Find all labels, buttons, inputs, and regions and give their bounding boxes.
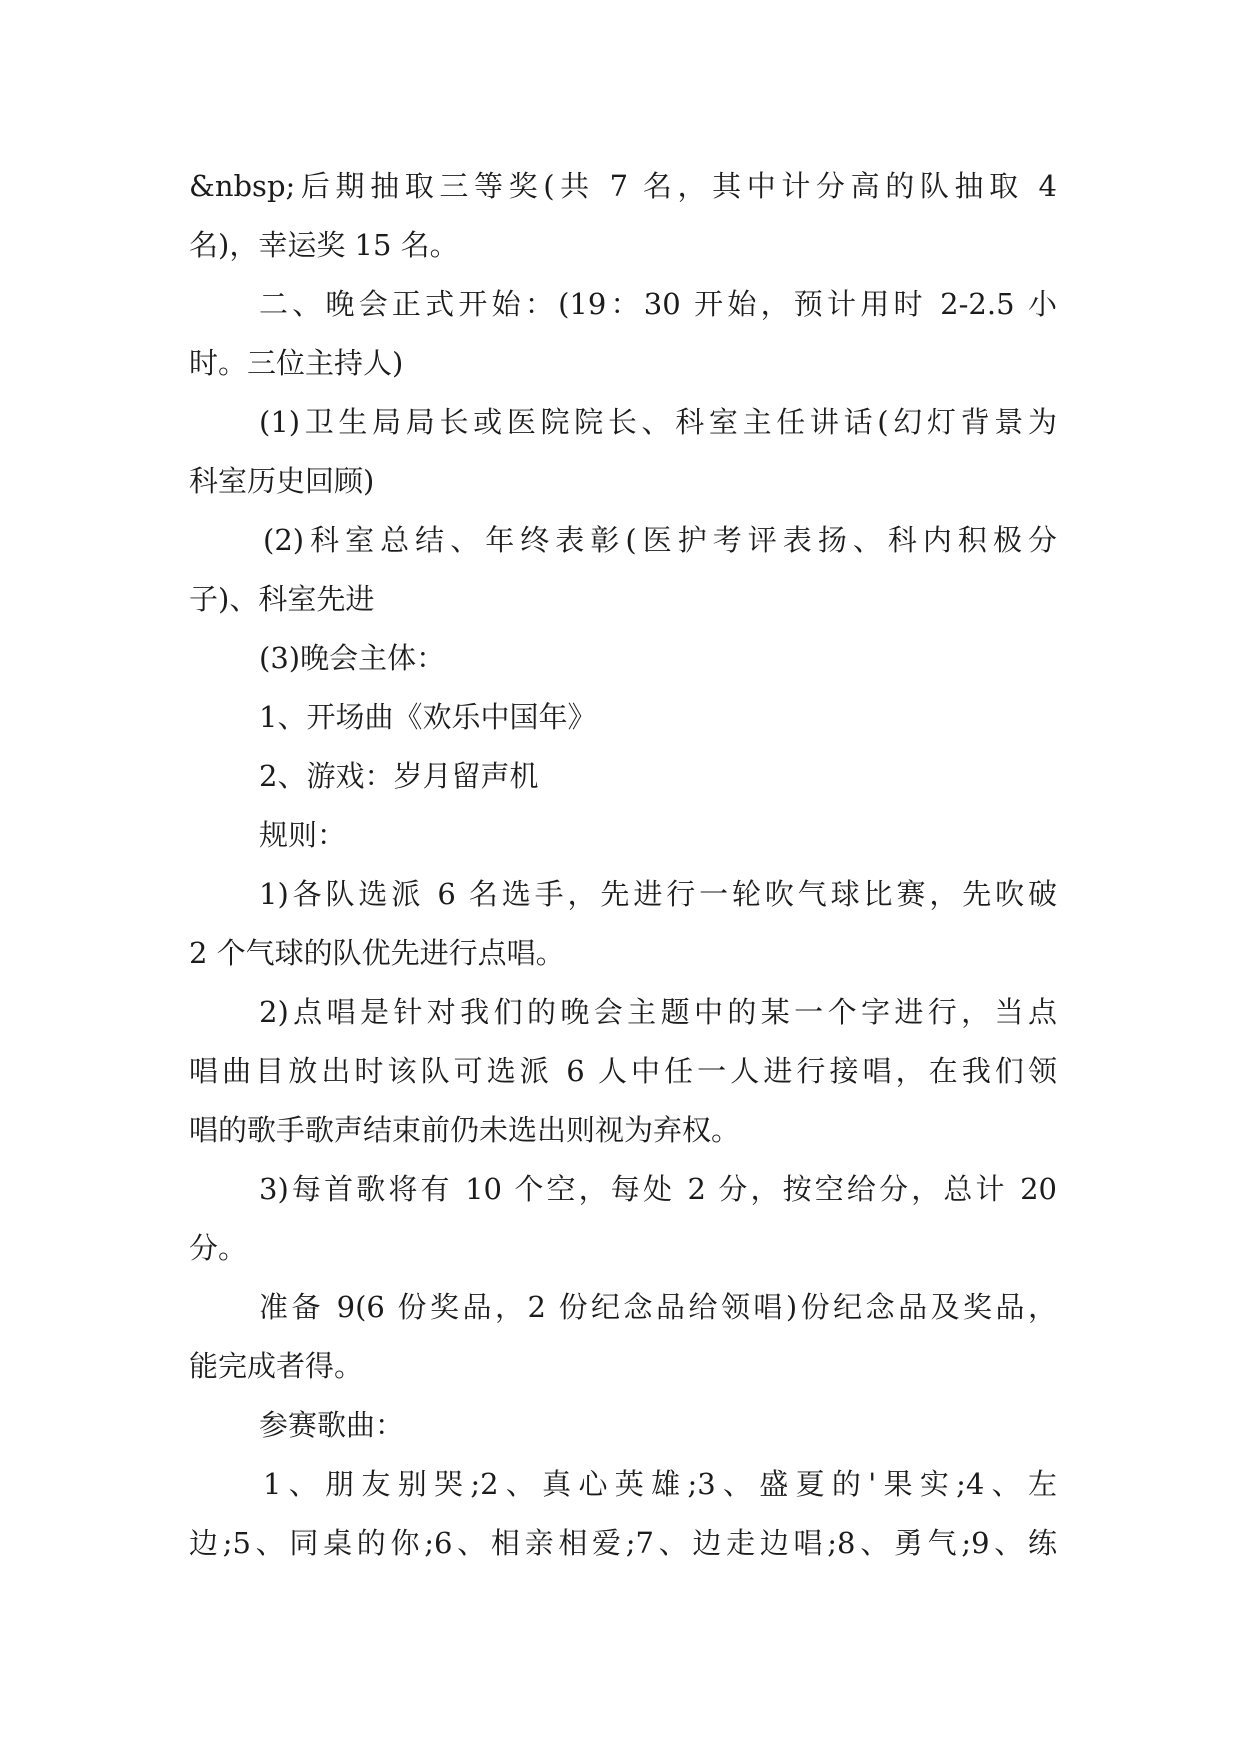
paragraph-section-two-heading bbox=[189, 275, 1057, 393]
text-line: 3)每首歌将有 10 个空，每处 2 分，按空给分，总计 20 bbox=[259, 1172, 1057, 1206]
paragraph-opening-song bbox=[189, 688, 1057, 747]
text-line: 1)各队选派 6 名选手，先进行一轮吹气球比赛，先吹破 bbox=[259, 877, 1057, 911]
text-line: 2、游戏：岁月留声机 bbox=[259, 759, 539, 793]
text-line: 二、晚会正式开始：(19：30 开始，预计用时 2-2.5 小 bbox=[259, 287, 1057, 321]
text-line: 子)、科室先进 bbox=[189, 582, 375, 616]
paragraph-item-1 bbox=[189, 393, 1057, 511]
body-text bbox=[189, 157, 1057, 1573]
text-line: 规则： bbox=[259, 818, 347, 852]
text-line: &nbsp;后期抽取三等奖(共 7 名，其中计分高的队抽取 4 bbox=[189, 169, 1057, 203]
text-line: 参赛歌曲： bbox=[259, 1408, 405, 1442]
paragraph-prizes bbox=[189, 1278, 1057, 1396]
paragraph-item-2 bbox=[189, 511, 1057, 629]
text-line: 唱的歌手歌声结束前仍未选出则视为弃权。 bbox=[189, 1113, 741, 1147]
text-line: 科室历史回顾) bbox=[189, 464, 375, 498]
paragraph-item-3 bbox=[189, 629, 1057, 688]
text-line: 2 个气球的队优先进行点唱。 bbox=[189, 936, 565, 970]
paragraph-game bbox=[189, 747, 1057, 806]
paragraph-prize-draw bbox=[189, 157, 1057, 275]
paragraph-rule-3 bbox=[189, 1160, 1057, 1278]
text-line: 时。三位主持人) bbox=[189, 346, 404, 380]
text-line: 唱曲目放出时该队可选派 6 人中任一人进行接唱，在我们领 bbox=[189, 1054, 1057, 1088]
text-line: (1)卫生局局长或医院院长、科室主任讲话(幻灯背景为 bbox=[259, 405, 1057, 439]
text-line: 准备 9(6 份奖品，2 份纪念品给领唱)份纪念品及奖品， bbox=[259, 1290, 1057, 1324]
text-line: 1、开场曲《欢乐中国年》 bbox=[259, 700, 597, 734]
text-line: (2)科室总结、年终表彰(医护考评表扬、科内积极分 bbox=[263, 523, 1057, 557]
paragraph-songs-heading bbox=[189, 1396, 1057, 1455]
text-line: 能完成者得。 bbox=[189, 1349, 364, 1383]
paragraph-song-list bbox=[189, 1455, 1057, 1573]
paragraph-rules-heading bbox=[189, 806, 1057, 865]
text-line: 边;5、同桌的你;6、相亲相爱;7、边走边唱;8、勇气;9、练 bbox=[189, 1526, 1057, 1560]
paragraph-rule-1 bbox=[189, 865, 1057, 983]
text-line: 名)，幸运奖 15 名。 bbox=[189, 228, 459, 262]
text-line: 分。 bbox=[189, 1231, 248, 1265]
text-line: (3)晚会主体： bbox=[259, 641, 446, 675]
text-line: 2)点唱是针对我们的晚会主题中的某一个字进行，当点 bbox=[259, 995, 1057, 1029]
text-line: 1、朋友别哭;2、真心英雄;3、盛夏的'果实;4、左 bbox=[263, 1467, 1057, 1501]
paragraph-rule-2 bbox=[189, 983, 1057, 1160]
